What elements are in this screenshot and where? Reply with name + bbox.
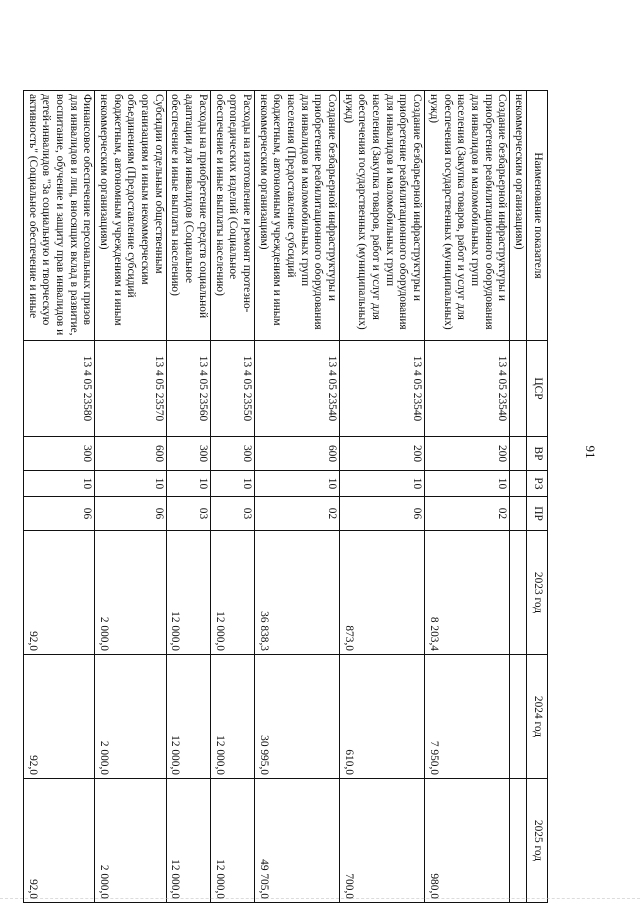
row-name: Расходы на изготовление и ремонт протезно-ортопедических изделий (Социальное обеспечение и иные выплаты населению) bbox=[210, 91, 254, 341]
row-2023: 36 838,3 bbox=[254, 531, 339, 655]
scan-edge-artifact bbox=[0, 898, 640, 903]
row-rz: 10 bbox=[210, 471, 254, 497]
page-number: 91 bbox=[583, 445, 598, 459]
row-2024: 12 000,0 bbox=[210, 655, 254, 779]
row-2023: 2 000,0 bbox=[95, 531, 166, 655]
row-2023: 12 000,0 bbox=[210, 531, 254, 655]
table-row bbox=[95, 91, 166, 903]
header-name: Наименование показателя bbox=[527, 91, 548, 341]
row-2023: 12 000,0 bbox=[166, 531, 210, 655]
row-rz: 10 bbox=[254, 471, 339, 497]
row-pr: 02 bbox=[254, 497, 339, 531]
table-row bbox=[23, 91, 94, 903]
row-2025: 49 705,0 bbox=[254, 779, 339, 903]
row-csr: 13 4 05 23580 bbox=[23, 341, 94, 437]
row-csr: 13 4 05 23540 bbox=[425, 341, 510, 437]
row-vr bbox=[510, 437, 527, 471]
row-name: Финансовое обеспечение персональных призов для инвалидов и лиц, вносящих вклад в развитие, воспитание, обучение и защиту прав инвалидов и детей-инвалидов "За социальную и творческую активность" (Социальное обеспечение и иные bbox=[23, 91, 94, 341]
row-csr: 13 4 05 23540 bbox=[340, 341, 425, 437]
header-vr: ВР bbox=[527, 437, 548, 471]
row-2024: 610,0 bbox=[340, 655, 425, 779]
row-pr: 02 bbox=[425, 497, 510, 531]
row-2025: 12 000,0 bbox=[210, 779, 254, 903]
row-rz: 10 bbox=[166, 471, 210, 497]
header-rz: РЗ bbox=[527, 471, 548, 497]
row-pr bbox=[510, 497, 527, 531]
row-pr: 06 bbox=[23, 497, 94, 531]
row-2023: 873,0 bbox=[340, 531, 425, 655]
row-2025: 12 000,0 bbox=[166, 779, 210, 903]
header-2025: 2025 год bbox=[527, 779, 548, 903]
row-vr: 600 bbox=[95, 437, 166, 471]
row-2023: 8 203,4 bbox=[425, 531, 510, 655]
table-row bbox=[210, 91, 254, 903]
row-2025: 700,0 bbox=[340, 779, 425, 903]
row-vr: 300 bbox=[23, 437, 94, 471]
row-2023 bbox=[510, 531, 527, 655]
row-vr: 200 bbox=[340, 437, 425, 471]
row-2025: 980,0 bbox=[425, 779, 510, 903]
row-pr: 03 bbox=[166, 497, 210, 531]
table-row bbox=[166, 91, 210, 903]
row-vr: 200 bbox=[425, 437, 510, 471]
table-row bbox=[340, 91, 425, 903]
row-2024: 30 995,0 bbox=[254, 655, 339, 779]
header-2024: 2024 год bbox=[527, 655, 548, 779]
row-pr: 06 bbox=[340, 497, 425, 531]
row-vr: 300 bbox=[166, 437, 210, 471]
row-name: Субсидии отдельным общественным организациям и иным некоммерческим объединениям (Предоставление субсидий бюджетным, автономным учреждениям и иным некоммерческим организациям) bbox=[95, 91, 166, 341]
row-rz: 10 bbox=[95, 471, 166, 497]
table-header-row bbox=[527, 91, 548, 903]
table-row bbox=[425, 91, 510, 903]
row-csr: 13 4 05 23570 bbox=[95, 341, 166, 437]
header-2023: 2023 год bbox=[527, 531, 548, 655]
row-2024: 12 000,0 bbox=[166, 655, 210, 779]
row-2024: 92,0 bbox=[23, 655, 94, 779]
header-pr: ПР bbox=[527, 497, 548, 531]
row-2024 bbox=[510, 655, 527, 779]
row-2023: 92,0 bbox=[23, 531, 94, 655]
row-rz: 10 bbox=[23, 471, 94, 497]
rotated-budget-table-container bbox=[26, 90, 548, 902]
row-csr bbox=[510, 341, 527, 437]
row-pr: 03 bbox=[210, 497, 254, 531]
row-2024: 2 000,0 bbox=[95, 655, 166, 779]
row-name: Создание безбарьерной инфраструктуры и приобретение реабилитационного оборудования для инвалидов и маломобильных групп населения (Закупка товаров, работ и услуг для обеспечения государственных (муниципальных) нужд) bbox=[425, 91, 510, 341]
row-csr: 13 4 05 23540 bbox=[254, 341, 339, 437]
row-name: Расходы на приобретение средств социальной адаптации для инвалидов (Социальное обеспечение и иные выплаты населению) bbox=[166, 91, 210, 341]
row-csr: 13 4 05 23550 bbox=[210, 341, 254, 437]
row-rz: 10 bbox=[340, 471, 425, 497]
row-rz bbox=[510, 471, 527, 497]
row-name: некоммерческим организациям) bbox=[510, 91, 527, 341]
row-2025 bbox=[510, 779, 527, 903]
row-csr: 13 4 05 23560 bbox=[166, 341, 210, 437]
row-2025: 2 000,0 bbox=[95, 779, 166, 903]
row-name: Создание безбарьерной инфраструктуры и приобретение реабилитационного оборудования для инвалидов и маломобильных групп населения (Предоставление субсидий бюджетным, автономным учреждениям и иным некоммерческим организациям) bbox=[254, 91, 339, 341]
table-row bbox=[510, 91, 527, 903]
row-vr: 600 bbox=[254, 437, 339, 471]
row-rz: 10 bbox=[425, 471, 510, 497]
row-pr: 06 bbox=[95, 497, 166, 531]
table-row bbox=[254, 91, 339, 903]
header-csr: ЦСР bbox=[527, 341, 548, 437]
row-vr: 300 bbox=[210, 437, 254, 471]
budget-table bbox=[23, 90, 548, 903]
row-2024: 7 950,0 bbox=[425, 655, 510, 779]
row-name: Создание безбарьерной инфраструктуры и приобретение реабилитационного оборудования для инвалидов и маломобильных групп населения (Закупка товаров, работ и услуг для обеспечения государственных (муниципальных) нужд) bbox=[340, 91, 425, 341]
row-2025: 92,0 bbox=[23, 779, 94, 903]
